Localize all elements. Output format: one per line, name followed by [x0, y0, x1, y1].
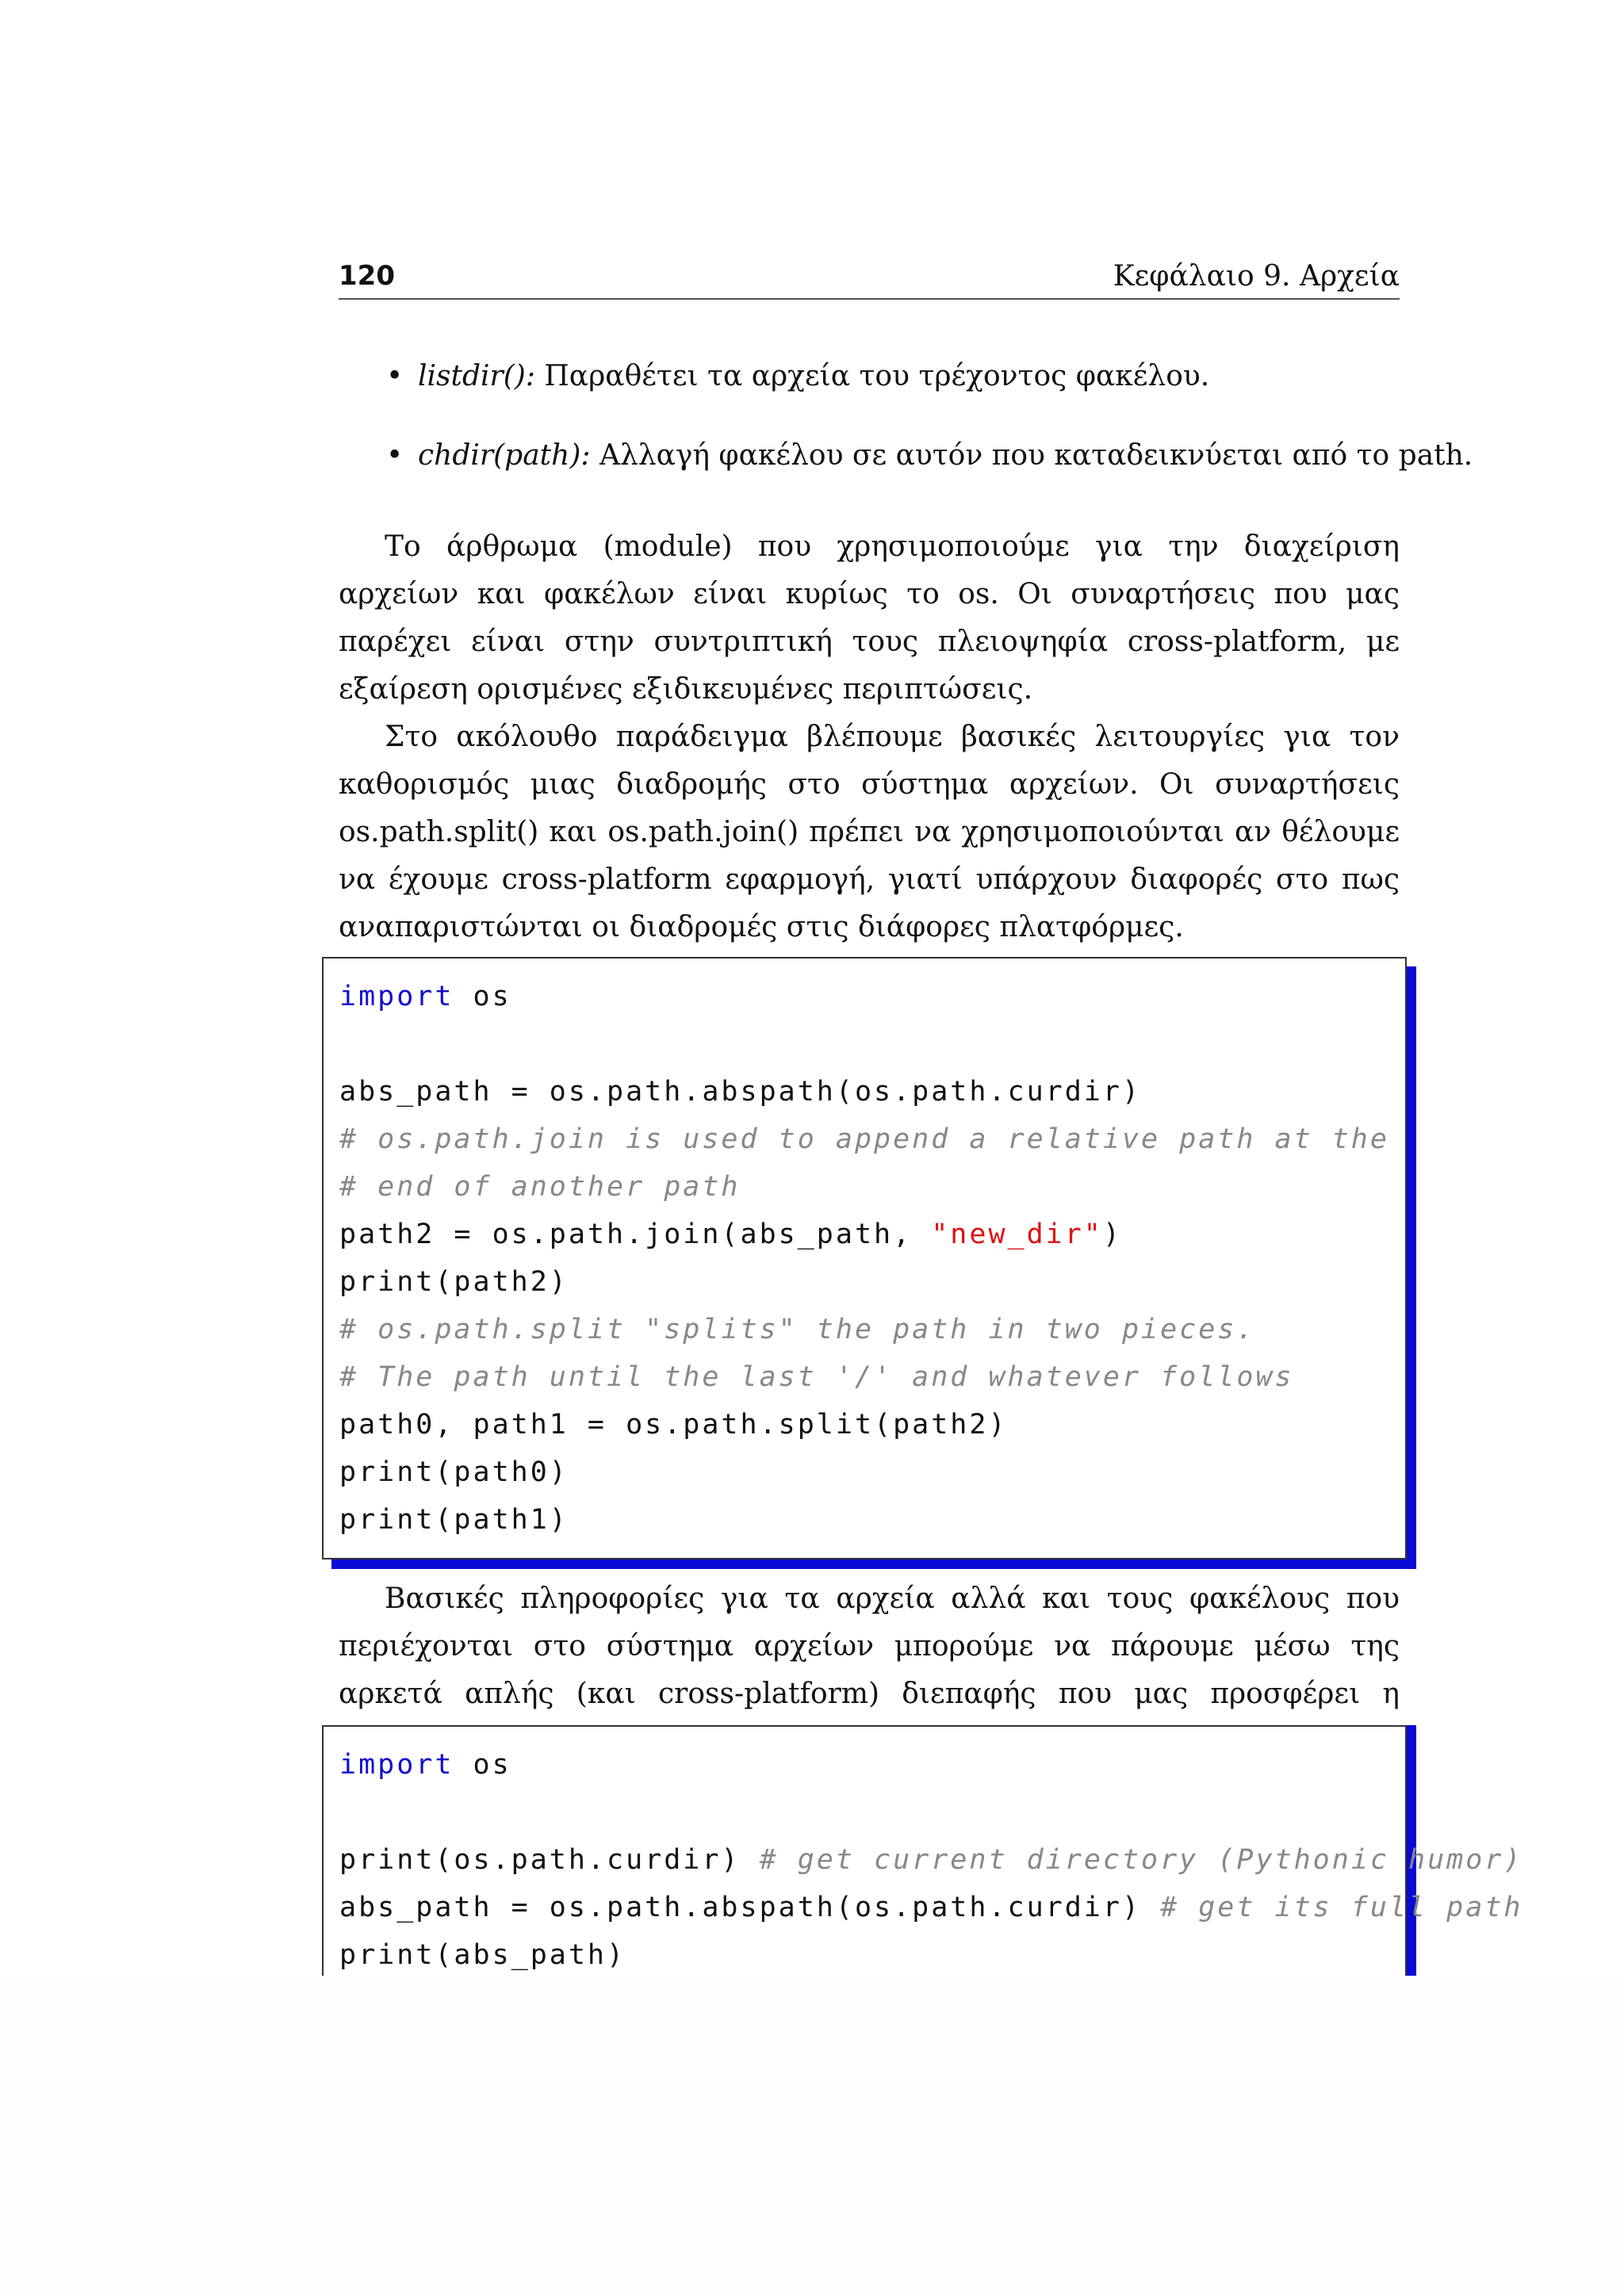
code-comment: # os.path.join is used to append a relative path at the [339, 1123, 1389, 1155]
function-list [386, 355, 1473, 514]
list-item [386, 355, 1400, 434]
code-listing-curdir [322, 1725, 1523, 1982]
code-text: print(os.path.curdir) [339, 1844, 760, 1876]
code-line [339, 1741, 1405, 1789]
page-number: 120 [339, 260, 395, 292]
paragraph-path-example: Στο ακόλουθο παράδειγμα βλέπουμε βασικές λειτουργίες για τον καθορισμός μιας διαδρομής στο σύστημα αρχείων. Οι συναρτήσεις os.path.split() και os.path.join() πρέπει να χρησιμοποιούνται αν θέλουμε να έχουμε cross-platform εφαρμογή, γιατί υπάρχουν διαφορές στο πως αναπαριστώνται οι διαδρομές στις διάφορες πλατφόρμες. [339, 721, 1400, 943]
code-text: abs_path = os.path.abspath(os.path.curdir) [339, 1892, 1161, 1923]
code-text: os [454, 1749, 511, 1781]
code-line-blank [339, 1020, 1405, 1068]
code-comment: # os.path.split "splits" the path in two pieces. [339, 1314, 1256, 1345]
code-comment: # The path until the last '/' and whatever follows [339, 1361, 1294, 1393]
code-listing-paths [322, 957, 1407, 1559]
code-block [324, 1727, 1523, 1993]
code-text: os [454, 981, 511, 1012]
paragraph-file-info: Βασικές πληροφορίες για τα αρχεία αλλά και τους φακέλους που περιέχονται στο σύστημα αρχείων μπορούμε να πάρουμε μέσω της αρκετά απλής (και cross-platform) διεπαφής που μας προσφέρει η [339, 1582, 1400, 1710]
page-bottom-margin [0, 1976, 1624, 2296]
code-line: print(path1) [339, 1504, 569, 1536]
function-description: Αλλαγή φακέλου σε αυτόν που καταδεικνύεται από το path. [590, 439, 1473, 472]
code-line: abs_path = os.path.abspath(os.path.curdir) [339, 1076, 1142, 1108]
paragraph-module-os: Το άρθρωμα (module) που χρησιμοποιούμε για την διαχείριση αρχείων και φακέλων είναι κυρίως το os. Οι συναρτήσεις που μας παρέχει είναι στην συντριπτική τους πλειοψηφία cross-platform, με εξαίρεση ορισμένες εξιδικευμένες περιπτώσεις. [339, 530, 1400, 706]
code-line [339, 1836, 1523, 1884]
code-string: "new_dir" [931, 1219, 1103, 1250]
code-line: print(abs_path) [339, 1939, 626, 1971]
page-header [339, 255, 1400, 300]
list-item [386, 434, 1473, 514]
code-line-blank [339, 1789, 1405, 1836]
code-comment: # get current directory (Pythonic humor) [759, 1844, 1523, 1876]
function-description: Παραθέτει τα αρχεία του τρέχοντος φακέλου. [534, 360, 1210, 392]
running-head: Κεφάλαιο 9. Αρχεία [1113, 260, 1400, 293]
function-name: listdir(): [418, 360, 535, 392]
code-line [339, 1884, 1523, 1931]
code-line: path0, path1 = os.path.split(path2) [339, 1409, 1008, 1441]
code-block [324, 959, 1405, 1558]
code-line [339, 1211, 1405, 1258]
code-comment: # end of another path [339, 1171, 741, 1203]
function-name: chdir(path): [418, 439, 591, 472]
code-line [339, 973, 1405, 1020]
code-comment: # get its full path [1160, 1892, 1523, 1923]
code-text: ) [1102, 1219, 1122, 1250]
code-line: print(path0) [339, 1456, 569, 1488]
code-text: path2 = os.path.join(abs_path, [339, 1219, 932, 1250]
code-line: print(path2) [339, 1266, 569, 1298]
code-keyword: import [339, 981, 454, 1012]
code-keyword: import [339, 1749, 454, 1781]
